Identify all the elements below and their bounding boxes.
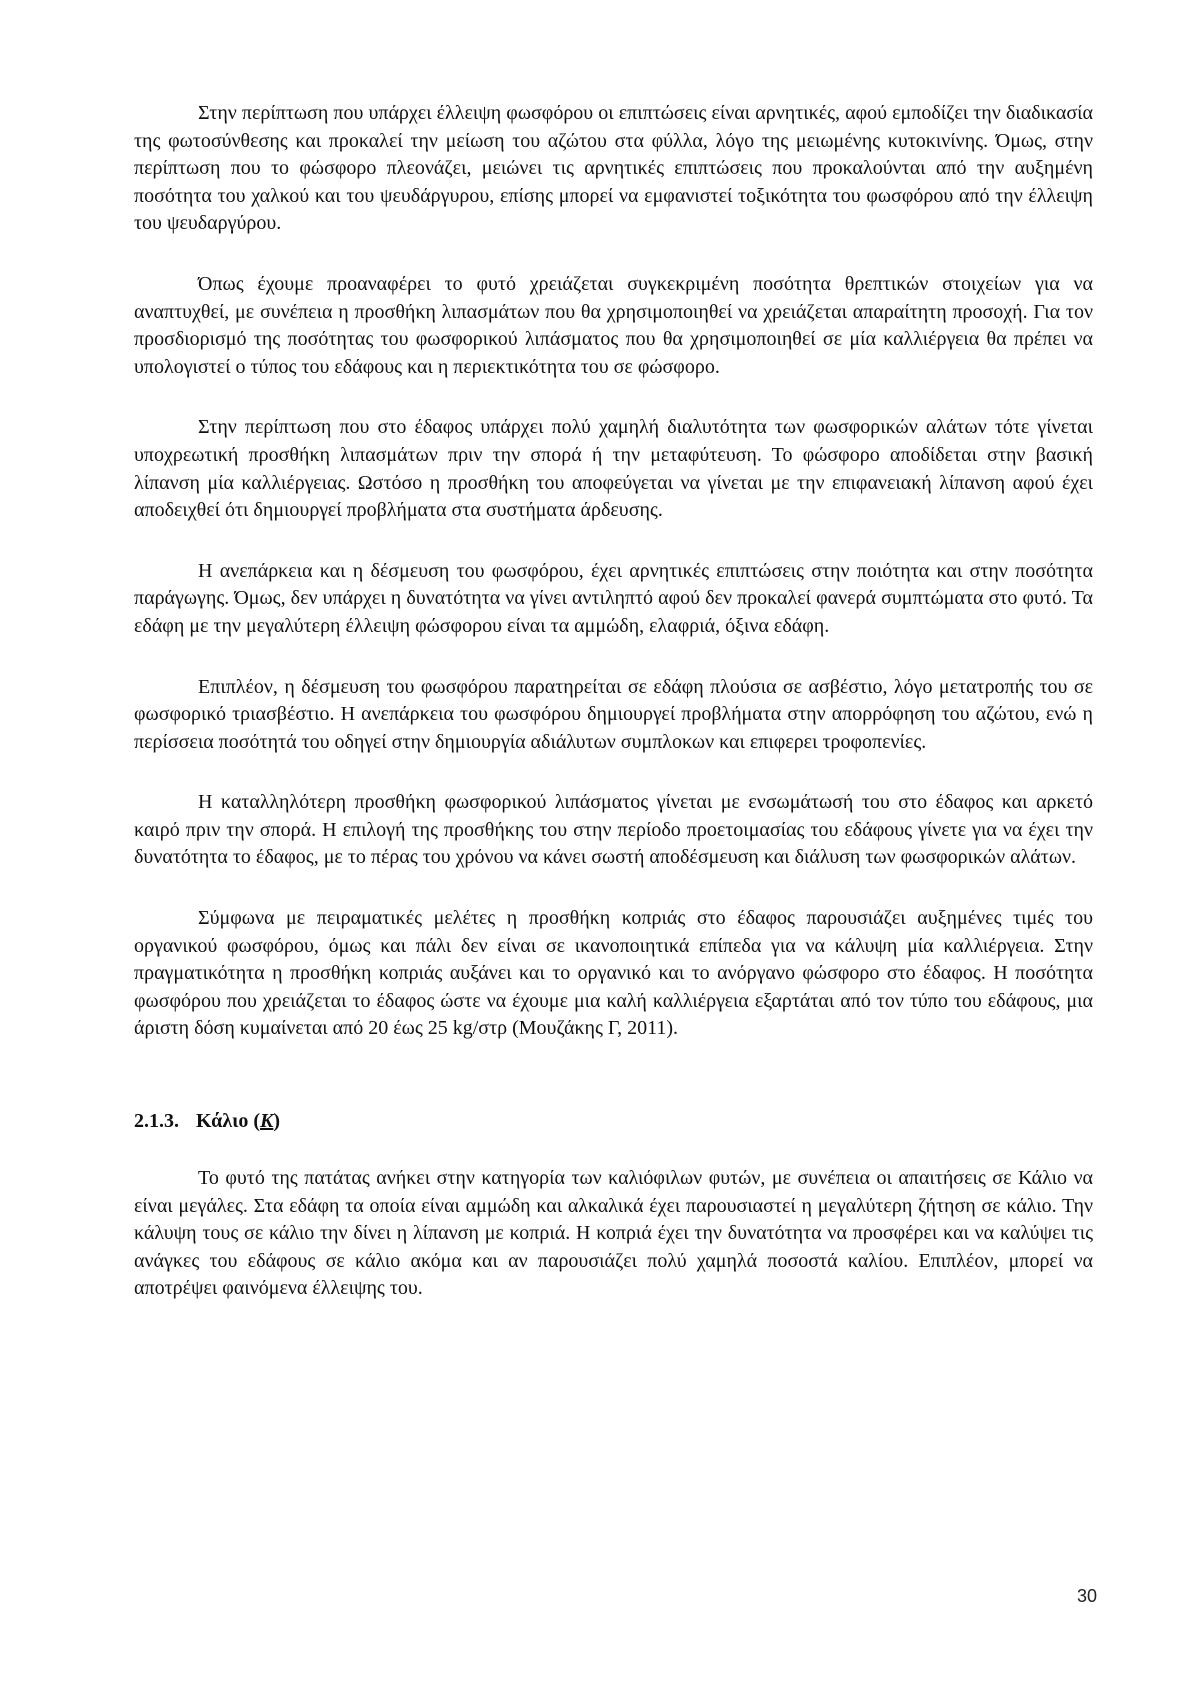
paragraph-3: Στην περίπτωση που στο έδαφος υπάρχει πολύ χαμηλή διαλυτότητα των φωσφορικών αλάτων τότε γίνεται υποχρεωτική προσθήκη λιπασμάτων πριν την σπορά ή την μεταφύτευση. Το φώσφορο αποδίδεται στην βασική λίπανση μία καλλιέργειας. Ωστόσο η προσθήκη του αποφεύγεται να γίνεται με την επιφανειακή λίπανση αφού έχει αποδειχθεί ότι δημιουργεί προβλήματα στα συστήματα άρδευσης. <box>134 416 1093 522</box>
page-content <box>134 100 1093 1336</box>
section-title: Κάλιο ( <box>196 1110 261 1133</box>
section-title-close: ) <box>273 1110 281 1133</box>
paragraph-7: Σύμφωνα με πειραματικές μελέτες η προσθήκη κοπριάς στο έδαφος παρουσιάζει αυξημένες τιμές του οργανικού φωσφόρου, όμως και πάλι δεν είναι σε ικανοποιητικά επίπεδα για να κάλυψη μία καλλιέργεια. Στην πραγματικότητα η προσθήκη κοπριάς αυξάνει και το οργανικό και το ανόργανο φώσφορο στο έδαφος. Η ποσότητα φωσφόρου που χρειάζεται το έδαφος ώστε να έχουμε μια καλή καλλιέργεια εξαρτάται από τον τύπο του εδάφους, μια άριστη δόση κυμαίνεται από 20 έως 25 kg/στρ (Μουζάκης Γ, 2011). <box>134 907 1093 1040</box>
page-number: 30 <box>1076 1586 1097 1606</box>
paragraph-6: Η καταλληλότερη προσθήκη φωσφορικού λιπάσματος γίνεται με ενσωμάτωσή του στο έδαφος και αρκετό καιρό πριν την σπορά. Η επιλογή της προσθήκης του στην περίοδο προετοιμασίας του εδάφους γίνετε για να έχει την δυνατότητα το έδαφος, με το πέρας του χρόνου να κάνει σωστή αποδέσμευση και διάλυση των φωσφορικών αλάτων. <box>134 791 1093 869</box>
paragraph-5: Επιπλέον, η δέσμευση του φωσφόρου παρατηρείται σε εδάφη πλούσια σε ασβέστιο, λόγο μετατροπής του σε φωσφορικό τριασβέστιο. Η ανεπάρκεια του φωσφόρου δημιουργεί προβλήματα στην απορρόφηση του αζώτου, ενώ η περίσσεια ποσότητά του οδηγεί στην δημιουργία αδιάλυτων συμπλοκων και επιφερει τροφοπενίες. <box>134 675 1093 753</box>
section-number: 2.1.3. <box>134 1110 179 1133</box>
paragraph-1: Στην περίπτωση που υπάρχει έλλειψη φωσφόρου οι επιπτώσεις είναι αρνητικές, αφού εμποδίζει την διαδικασία της φωτοσύνθεσης και προκαλεί την μείωση του αζώτου στα φύλλα, λόγο της μειωμένης κυτοκινίνης. Όμως, στην περίπτωση που το φώσφορο πλεονάζει, μειώνει τις αρνητικές επιπτώσεις που προκαλούνται από την αυξημένη ποσότητα του χαλκού και του ψευδάργυρου, επίσης μπορεί να εμφανιστεί τοξικότητα του φωσφόρου από την έλλειψη του ψευδαργύρου. <box>134 102 1093 235</box>
section-paragraph-1: Το φυτό της πατάτας ανήκει στην κατηγορία των καλιόφιλων φυτών, με συνέπεια οι απαιτήσεις σε Κάλιο να είναι μεγάλες. Στα εδάφη τα οποία είναι αμμώδη και αλκαλικά έχει παρουσιαστεί η μεγαλύτερη ζήτηση σε κάλιο. Την κάλυψη τους σε κάλιο την δίνει η λίπανση με κοπριά. Η κοπριά έχει την δυνατότητα να προσφέρει και να καλύψει τις ανάγκες του εδάφους σε κάλιο ακόμα και αν παρουσιάζει πολύ χαμηλά ποσοστά καλίου. Επιπλέον, μπορεί να αποτρέψει φαινόμενα έλλειψης του. <box>134 1167 1093 1300</box>
section-heading <box>134 1107 1093 1135</box>
paragraph-2: Όπως έχουμε προαναφέρει το φυτό χρειάζεται συγκεκριμένη ποσότητα θρεπτικών στοιχείων για να αναπτυχθεί, με συνέπεια η προσθήκη λιπασμάτων που θα χρησιμοποιηθεί να χρειάζεται απαραίτητη προσοχή. Για τον προσδιορισμό της ποσότητας του φωσφορικού λιπάσματος που θα χρησιμοποιηθεί σε μία καλλιέργεια θα πρέπει να υπολογιστεί ο τύπος του εδάφους και η περιεκτικότητα του σε φώσφορο. <box>134 272 1093 378</box>
paragraph-4: Η ανεπάρκεια και η δέσμευση του φωσφόρου, έχει αρνητικές επιπτώσεις στην ποιότητα και στην ποσότητα παράγωγης. Όμως, δεν υπάρχει η δυνατότητα να γίνει αντιληπτό αφού δεν προκαλεί φανερά συμπτώματα στο φυτό. Τα εδάφη με την μεγαλύτερη έλλειψη φώσφορου είναι τα αμμώδη, ελαφριά, όξινα εδάφη. <box>134 559 1093 637</box>
section-symbol: K <box>260 1110 274 1133</box>
